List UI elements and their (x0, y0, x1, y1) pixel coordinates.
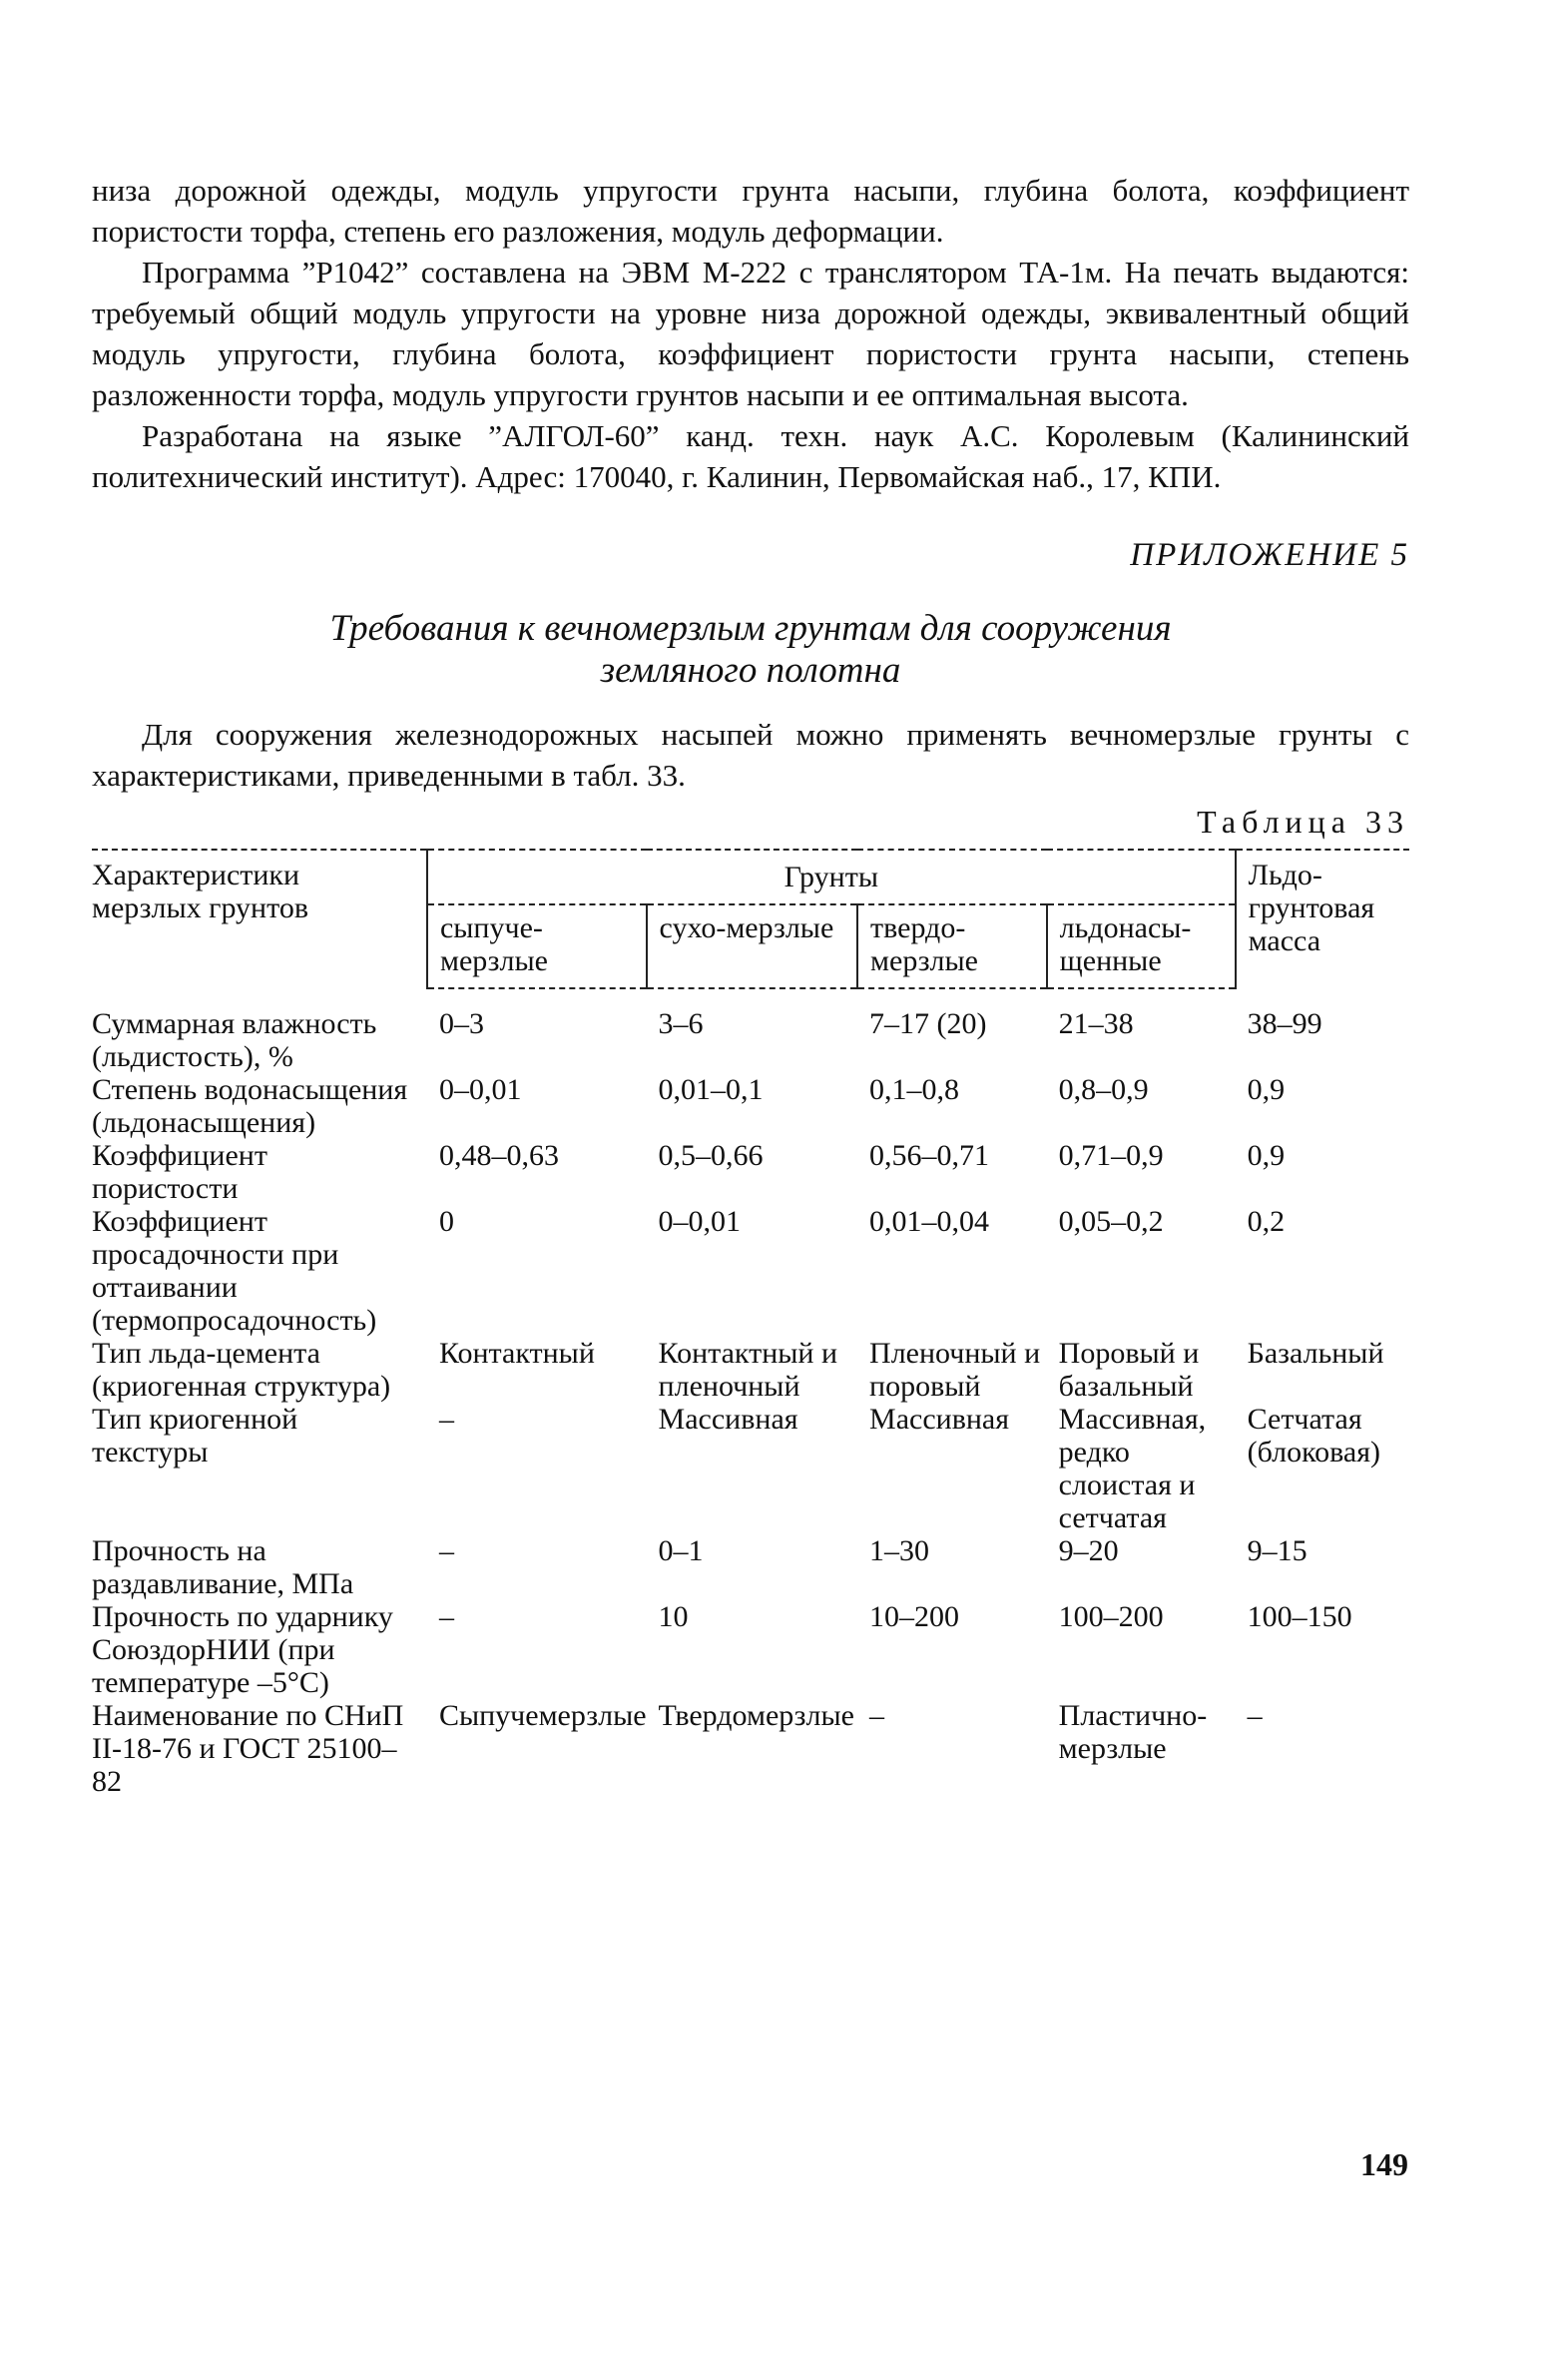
table-caption: Таблица 33 (1197, 804, 1409, 840)
row-value: Пленочный и поровый (869, 1337, 1041, 1403)
header-characteristics: Характеристики мерзлых грунтов (92, 850, 427, 988)
table-row (92, 1007, 1409, 1073)
table-row (92, 1073, 1409, 1139)
row-value: 0–1 (658, 1534, 704, 1567)
row-value: 0,8–0,9 (1058, 1073, 1149, 1106)
row-value: 10–200 (869, 1600, 960, 1633)
header-sub-1: сыпуче-мерзлые (427, 904, 647, 988)
row-value: 1–30 (869, 1534, 930, 1567)
paragraph-3: Разработана на языке ”АЛГОЛ-60” канд. техн. наук А.С. Королевым (Калининский политехнический институт). Адрес: 170040, г. Калинин, Первомайская наб., 17, КПИ. (92, 418, 1409, 494)
properties-table (92, 849, 1409, 1798)
row-value: Поровый и базальный (1058, 1337, 1200, 1403)
row-value: 38–99 (1247, 1007, 1322, 1040)
appendix-label: ПРИЛОЖЕНИЕ 5 (1130, 537, 1409, 573)
row-value: – (438, 1600, 454, 1633)
row-value: – (1247, 1699, 1263, 1732)
row-value: – (438, 1534, 454, 1567)
row-value: 0–0,01 (658, 1205, 742, 1238)
row-label: Суммарная влажность (льдистость), % (92, 1007, 377, 1073)
header-sub-4: льдонасы-щенные (1047, 904, 1236, 988)
row-value: 0,56–0,71 (869, 1139, 990, 1172)
row-value: 0 (438, 1205, 454, 1238)
section-title-line-2: земляного полотна (600, 650, 901, 691)
row-label: Тип льда-цемента (криогенная структура) (92, 1337, 391, 1403)
table-row (92, 1534, 1409, 1600)
row-value: 0,48–0,63 (438, 1139, 559, 1172)
row-value: – (438, 1403, 454, 1436)
row-value: 0,1–0,8 (869, 1073, 960, 1106)
row-label: Степень водонасыщения (льдонасыщения) (92, 1073, 408, 1139)
row-value: Пластично-мерзлые (1058, 1699, 1208, 1765)
row-value: 0,01–0,1 (658, 1073, 764, 1106)
header-soils-group: Грунты (427, 850, 1236, 904)
paragraph-2: Программа ”Р1042” составлена на ЭВМ М-222 с транслятором ТА-1м. На печать выдаются: требуемый общий модуль упругости на уровне низа дорожной одежды, эквивалентный общий модуль упругости, глубина болота, коэффициент пористости грунта насыпи, степень разложенности торфа, модуль упругости грунтов насыпи и ее оптимальная высота. (92, 255, 1409, 412)
row-value: Массивная (869, 1403, 1010, 1436)
header-ice-soil-mass: Льдо-грунтовая масса (1236, 850, 1409, 988)
row-label: Прочность по ударнику СоюздорНИИ (при температуре –5°С) (92, 1600, 393, 1699)
row-value: 0,9 (1247, 1073, 1286, 1106)
table-body (92, 1007, 1409, 1798)
row-value: 0,2 (1247, 1205, 1286, 1238)
row-value: 0–3 (438, 1007, 484, 1040)
row-value: Контактный и пленочный (658, 1337, 838, 1403)
row-value: Массивная (658, 1403, 798, 1436)
row-value: 0,05–0,2 (1058, 1205, 1164, 1238)
row-value: 100–200 (1058, 1600, 1164, 1633)
row-value: 100–150 (1247, 1600, 1352, 1633)
row-value: 0–0,01 (438, 1073, 522, 1106)
row-label: Коэффициент пористости (92, 1139, 267, 1205)
row-value: 10 (658, 1600, 689, 1633)
section-title-line-1: Требования к вечномерзлым грунтам для сооружения (329, 608, 1172, 649)
page-number: 149 (1360, 2146, 1408, 2182)
row-value: Массивная, редко слоистая и сетчатая (1058, 1403, 1207, 1534)
row-value: 3–6 (658, 1007, 704, 1040)
table-row (92, 1403, 1409, 1534)
row-value: 0,5–0,66 (658, 1139, 764, 1172)
intro-paragraph: Для сооружения железнодорожных насыпей можно применять вечномерзлые грунты с характеристиками, приведенными в табл. 33. (92, 717, 1409, 793)
table-row (92, 1699, 1409, 1798)
section-title (92, 608, 1409, 692)
table-row (92, 1337, 1409, 1403)
row-label: Прочность на раздавливание, МПа (92, 1534, 354, 1600)
row-value: 0,01–0,04 (869, 1205, 990, 1238)
row-value: 0,9 (1247, 1139, 1286, 1172)
row-value: Сыпучемерзлые (438, 1699, 647, 1732)
row-value: Сетчатая (блоковая) (1247, 1403, 1381, 1469)
row-value: 9–20 (1058, 1534, 1119, 1567)
row-value: 0,71–0,9 (1058, 1139, 1164, 1172)
row-value: 21–38 (1058, 1007, 1134, 1040)
row-value: Базальный (1247, 1337, 1384, 1370)
row-value: Контактный (438, 1337, 595, 1370)
row-label: Коэффициент просадочности при оттаивании (термопросадочность) (92, 1205, 377, 1337)
header-sub-2: сухо-мерзлые (647, 904, 857, 988)
table-row (92, 1205, 1409, 1337)
row-label: Тип криогенной текстуры (92, 1403, 298, 1469)
row-label: Наименование по СНиП II-18-76 и ГОСТ 25100–82 (92, 1699, 404, 1798)
header-sub-3: твердо-мерзлые (857, 904, 1047, 988)
table-row (92, 1600, 1409, 1699)
row-value: 9–15 (1247, 1534, 1307, 1567)
paragraph-1: низа дорожной одежды, модуль упругости грунта насыпи, глубина болота, коэффициент пористости торфа, степень его разложения, модуль деформации. (92, 173, 1409, 249)
page (92, 170, 1409, 1798)
row-value: – (869, 1699, 885, 1732)
row-value: 7–17 (20) (869, 1007, 987, 1040)
table-row (92, 1139, 1409, 1205)
row-value: Твердомерзлые (658, 1699, 854, 1732)
